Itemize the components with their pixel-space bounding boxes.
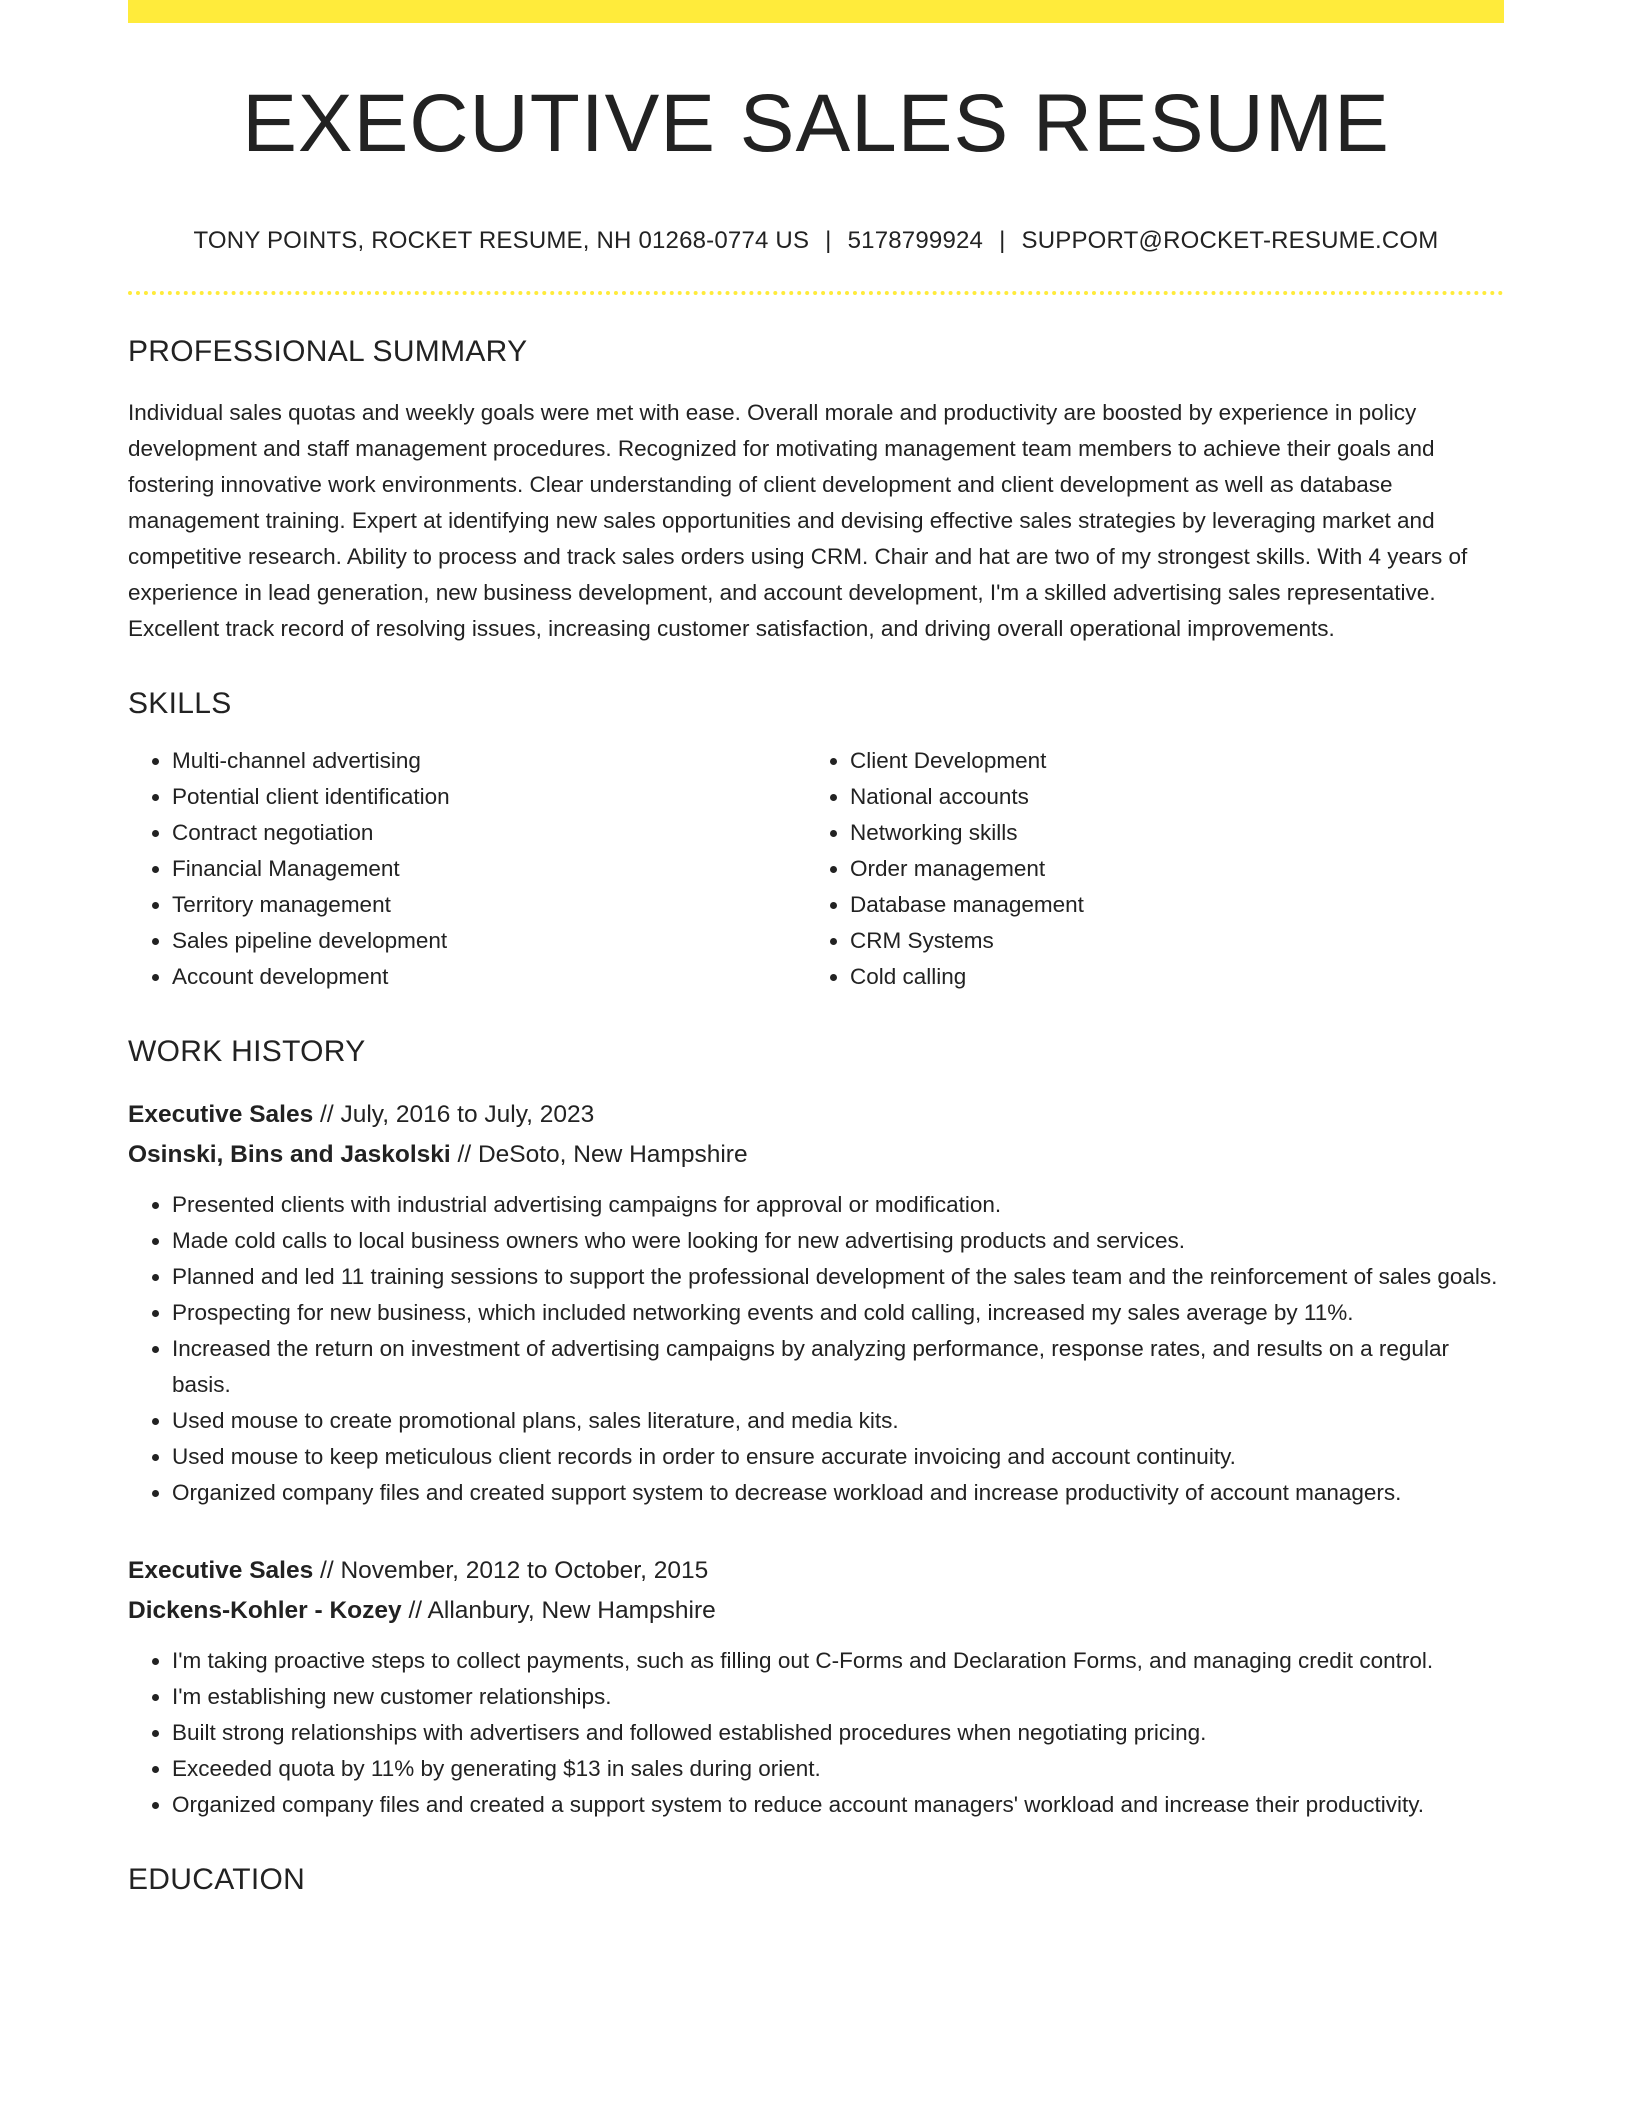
job-bullet: • Prospecting for new business, which included networking events and cold calling, increased my sales average by 11%. bbox=[172, 1295, 1504, 1331]
skill-item: • Networking skills bbox=[850, 815, 1450, 851]
job-entry bbox=[128, 1095, 1504, 1511]
job-bullet: • Organized company files and created support system to decrease workload and increase productivity of account managers. bbox=[172, 1475, 1504, 1511]
job-bullets bbox=[128, 1187, 1504, 1511]
job-bullet: • Built strong relationships with advertisers and followed established procedures when negotiating pricing. bbox=[172, 1715, 1504, 1751]
contact-separator: | bbox=[999, 227, 1006, 255]
job-bullet: • Presented clients with industrial advertising campaigns for approval or modification. bbox=[172, 1187, 1504, 1223]
skill-item: • Contract negotiation bbox=[172, 815, 806, 851]
dotted-divider bbox=[128, 291, 1504, 295]
job-company-line bbox=[128, 1135, 1504, 1175]
skill-item: • Financial Management bbox=[172, 851, 806, 887]
skills-column-left bbox=[128, 743, 806, 995]
job-bullet: • Planned and led 11 training sessions to support the professional development of the sales team and the reinforcement of sales goals. bbox=[172, 1259, 1504, 1295]
skill-item: • Territory management bbox=[172, 887, 806, 923]
job-bullet: • I'm establishing new customer relationships. bbox=[172, 1679, 1504, 1715]
summary-text: Individual sales quotas and weekly goals were met with ease. Overall morale and productivity are boosted by experience in policy development and staff management procedures. Recognized for motivating management team members to achieve their goals and fostering innovative work environments. Clear understanding of client development and client development as well as database management training. Expert at identifying new sales opportunities and devising effective sales strategies by leveraging market and competitive research. Ability to process and track sales orders using CRM. Chair and hat are two of my strongest skills. With 4 years of experience in lead generation, new business development, and account development, I'm a skilled advertising sales representative. Excellent track record of resolving issues, increasing customer satisfaction, and driving overall operational improvements. bbox=[128, 400, 1468, 642]
job-title-line bbox=[128, 1551, 1504, 1591]
education-heading: EDUCATION bbox=[128, 1863, 306, 1897]
job-entry bbox=[128, 1551, 1504, 1823]
job-company: Dickens-Kohler - Kozey bbox=[128, 1597, 402, 1625]
job-bullet: • Increased the return on investment of advertising campaigns by analyzing performance, response rates, and results on a regular basis. bbox=[172, 1331, 1504, 1403]
job-location: // DeSoto, New Hampshire bbox=[450, 1141, 748, 1169]
contact-separator: | bbox=[825, 227, 832, 255]
skill-item: • Multi-channel advertising bbox=[172, 743, 806, 779]
contact-email: SUPPORT@ROCKET-RESUME.COM bbox=[1021, 227, 1439, 255]
skill-item: • Sales pipeline development bbox=[172, 923, 806, 959]
skill-item: • Cold calling bbox=[850, 959, 1450, 995]
job-role: Executive Sales bbox=[128, 1557, 314, 1585]
skill-item: • Database management bbox=[850, 887, 1450, 923]
job-role: Executive Sales bbox=[128, 1101, 314, 1129]
skill-item: • National accounts bbox=[850, 779, 1450, 815]
job-bullet: • Used mouse to create promotional plans, sales literature, and media kits. bbox=[172, 1403, 1504, 1439]
work-history-heading: WORK HISTORY bbox=[128, 1035, 366, 1069]
skill-item: • CRM Systems bbox=[850, 923, 1450, 959]
job-title-line bbox=[128, 1095, 1504, 1135]
skills-column-right bbox=[806, 743, 1450, 995]
contact-line bbox=[128, 227, 1504, 255]
skill-item: • Order management bbox=[850, 851, 1450, 887]
skills-heading: SKILLS bbox=[128, 687, 232, 721]
job-bullet: • Organized company files and created a support system to reduce account managers' workload and increase their productivity. bbox=[172, 1787, 1504, 1823]
summary-heading: PROFESSIONAL SUMMARY bbox=[128, 335, 528, 369]
job-company: Osinski, Bins and Jaskolski bbox=[128, 1141, 451, 1169]
skill-item: • Client Development bbox=[850, 743, 1450, 779]
job-dates: // July, 2016 to July, 2023 bbox=[313, 1101, 595, 1129]
job-bullet: • Exceeded quota by 11% by generating $13 in sales during orient. bbox=[172, 1751, 1504, 1787]
contact-address: TONY POINTS, ROCKET RESUME, NH 01268-0774 US bbox=[193, 227, 810, 255]
job-bullet: • I'm taking proactive steps to collect payments, such as filling out C-Forms and Declaration Forms, and managing credit control. bbox=[172, 1643, 1504, 1679]
skill-item: • Potential client identification bbox=[172, 779, 806, 815]
job-bullet: • Made cold calls to local business owners who were looking for new advertising products and services. bbox=[172, 1223, 1504, 1259]
job-company-line bbox=[128, 1591, 1504, 1631]
resume-title: EXECUTIVE SALES RESUME bbox=[242, 78, 1390, 169]
job-bullet: • Used mouse to keep meticulous client records in order to ensure accurate invoicing and account continuity. bbox=[172, 1439, 1504, 1475]
job-location: // Allanbury, New Hampshire bbox=[401, 1597, 716, 1625]
job-bullets bbox=[128, 1643, 1504, 1823]
contact-phone: 5178799924 bbox=[847, 227, 984, 255]
accent-bar bbox=[128, 0, 1504, 23]
job-dates: // November, 2012 to October, 2015 bbox=[313, 1557, 709, 1585]
skill-item: • Account development bbox=[172, 959, 806, 995]
skills-list bbox=[128, 743, 1504, 995]
resume-page bbox=[128, 0, 1504, 1897]
